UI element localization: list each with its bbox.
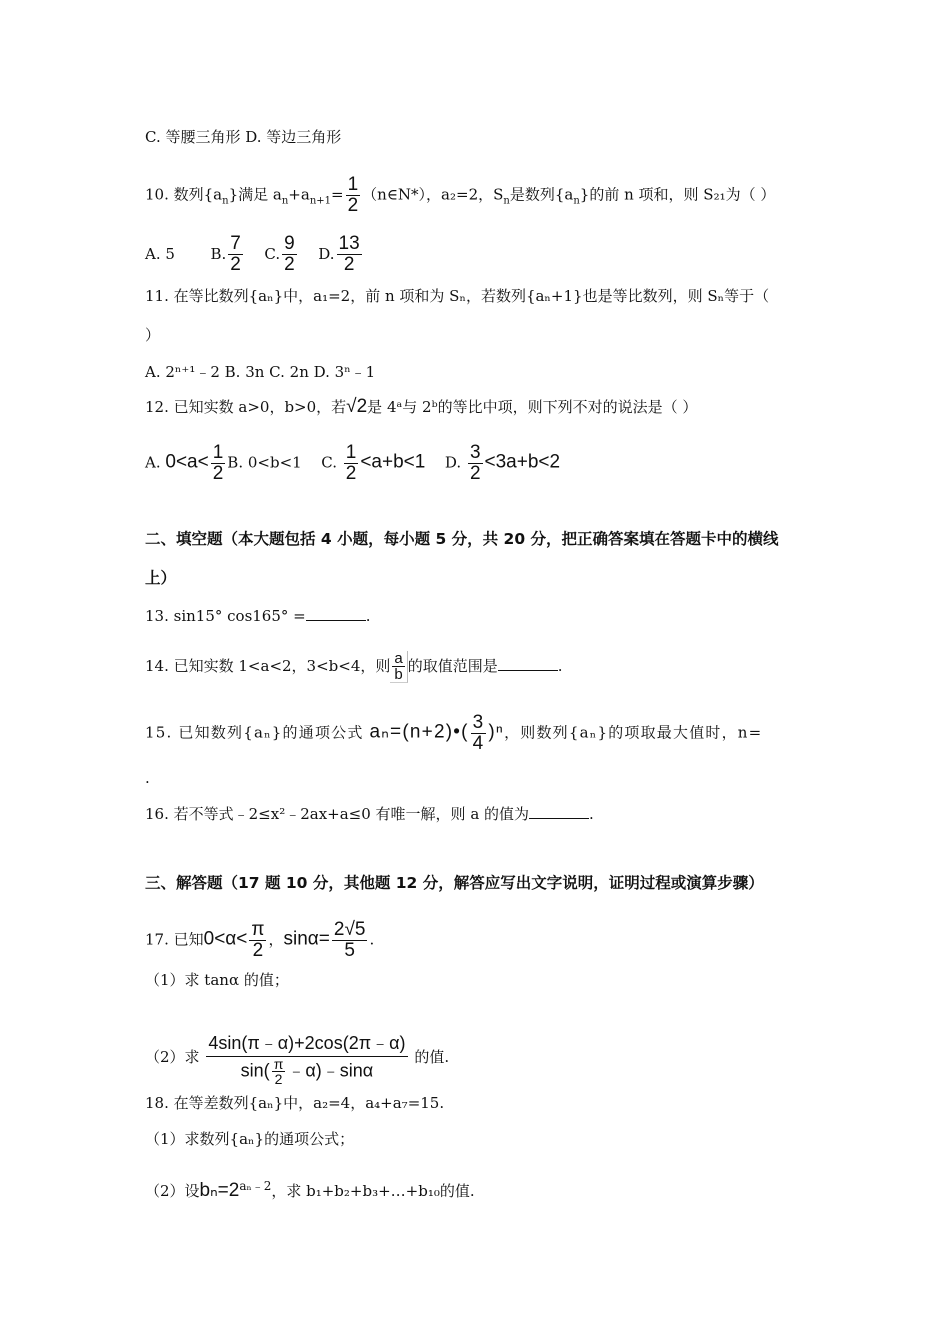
q10-text-a: 10. 数列{a xyxy=(145,185,223,204)
q9-options: C. 等腰三角形 D. 等边三角形 xyxy=(145,128,342,146)
q10-text-e: （n∈N*），a₂=2，S xyxy=(362,185,504,204)
q12-option-d-label: D. xyxy=(444,453,462,472)
q12-option-c-expr: <a+b<1 xyxy=(360,451,426,473)
q10-text-b: }满足 a xyxy=(228,185,282,204)
q17-part-1: （1）求 tanα 的值； xyxy=(145,971,289,989)
q18-exponent: aₙ﹣2 xyxy=(239,1179,272,1193)
question-10: 10. 数列$\{a_n\}$满足 $a_n+a_{n+1}=$ $\frac{1}{2}$ （n∈N*），a₂=2，$S_n$是数列$\{a_n\}$的前 n 项和，则 S₂₁为（ ） xyxy=(145,174,776,216)
q15-text-b: ，则数列{aₙ}的项取最大值时，n= xyxy=(504,723,763,742)
q10-option-d-label: D. xyxy=(318,244,335,263)
q18-part-1: （1）求数列{aₙ}的通项公式； xyxy=(145,1130,355,1148)
q12-option-a-expr: 0<a< xyxy=(165,451,209,473)
q18-part-2-text: （2）设 xyxy=(145,1182,200,1200)
q18-part-2-end: ，求 b₁+b₂+b₃+…+b₁₀的值. xyxy=(271,1182,475,1200)
q10-option-c-label: C. xyxy=(264,244,281,263)
q12-option-d-fraction: $\frac{3}{2}$ xyxy=(469,442,481,484)
q15-expr-b: )ⁿ xyxy=(488,721,505,743)
q15-text: 15. 已知数列{aₙ}的通项公式 xyxy=(145,723,364,742)
question-17 xyxy=(145,920,374,961)
q17-separator: ， xyxy=(268,930,284,949)
q12-text-b: 是 4ᵃ与 2ᵇ的等比中项，则下列不对的说法是（ ） xyxy=(367,398,698,416)
q10-text-d: = xyxy=(331,185,344,204)
q12-option-a-label: A. xyxy=(145,453,161,472)
q10-option-a: A. 5 xyxy=(145,244,175,263)
q17-expr-b: sinα= xyxy=(283,928,330,950)
q10-option-b-fraction: $\frac{7}{2}$ xyxy=(230,233,241,275)
q13-text: 13. sin15° cos165° = xyxy=(145,607,306,625)
q17-part-2-fraction: 4sin(π﹣α)+2cos(2π﹣α) sin( $\frac{\pi}{2}$ ﹣α)﹣sinα xyxy=(206,1030,407,1086)
q17-fraction-b: $\frac{2√5}{5}$ xyxy=(333,919,366,961)
q16-answer-blank xyxy=(529,804,589,819)
section-2-heading-line-2: 上） xyxy=(145,569,177,587)
q17-part-2 xyxy=(145,1030,449,1086)
q17-expr-a: 0<α< xyxy=(203,928,248,950)
q16-end: . xyxy=(589,805,594,823)
q17-fraction-a: $\frac{\pi}{2}$ xyxy=(251,919,265,961)
q16-text: 16. 若不等式﹣2≤x²﹣2ax+a≤0 有唯一解，则 a 的值为 xyxy=(145,805,530,823)
q18-line-1: 18. 在等差数列{aₙ}中，a₂=4，a₄+a₇=15. xyxy=(145,1094,445,1112)
q10-text-c: +a xyxy=(288,185,310,204)
q17-part-2-text: （2）求 xyxy=(145,1048,200,1066)
q10-options xyxy=(145,234,364,275)
q13-answer-blank xyxy=(306,606,366,621)
q10-fraction: $\frac{1}{2}$ xyxy=(347,174,359,216)
q11-line-1: 11. 在等比数列{aₙ}中，a₁=2，前 n 项和为 Sₙ，若数列{aₙ+1}也是等比数列，则 Sₙ等于（ xyxy=(145,287,770,305)
q12-text-a: 12. 已知实数 a>0，b>0，若 xyxy=(145,398,347,416)
q10-option-b-label: B. xyxy=(210,244,227,263)
q12-options xyxy=(145,443,560,484)
q15-fraction: $\frac{3}{4}$ xyxy=(472,712,485,754)
q17-text: 17. 已知 xyxy=(145,930,204,949)
section-2-heading-line-1: 二、填空题（本大题包括 4 小题，每小题 5 分，共 20 分，把正确答案填在答题卡中的横线 xyxy=(145,530,779,548)
question-12 xyxy=(145,397,697,417)
q14-end: . xyxy=(557,657,563,675)
q10-option-c-fraction: $\frac{9}{2}$ xyxy=(284,233,295,275)
q17-part-2-end: 的值. xyxy=(414,1048,450,1066)
q18-part-2 xyxy=(145,1176,475,1201)
q14-text-b: 的取值范围是 xyxy=(407,657,498,675)
q14-text: 14. 已知实数 1<a<2，3<b<4，则 xyxy=(145,657,391,675)
q17-end: . xyxy=(369,930,375,949)
q14-answer-blank xyxy=(498,656,558,671)
q12-sqrt: √2 xyxy=(346,396,368,417)
q12-option-d-expr: <3a+b<2 xyxy=(484,451,561,473)
q13-end: . xyxy=(365,607,371,625)
q10-text-g: }的前 n 项和，则 S₂₁为（ ） xyxy=(579,185,776,204)
q12-option-a-fraction: $\frac{1}{2}$ xyxy=(212,442,224,484)
q12-option-c-label: C. xyxy=(321,453,337,472)
q15-line-2: . xyxy=(145,769,150,787)
q12-option-c-fraction: $\frac{1}{2}$ xyxy=(345,442,357,484)
q14-fraction: $\frac{a}{b}$ xyxy=(394,650,403,683)
question-13 xyxy=(145,606,371,626)
question-16 xyxy=(145,804,594,824)
question-14 xyxy=(145,651,563,683)
q11-line-2: ） xyxy=(145,326,161,344)
q12-option-b: B. 0<b<1 xyxy=(227,453,302,472)
q11-options: A. 2ⁿ⁺¹﹣2 B. 3n C. 2n D. 3ⁿ﹣1 xyxy=(145,363,376,381)
question-15 xyxy=(145,713,762,754)
q10-text-f: 是数列{a xyxy=(509,185,574,204)
q15-expr-a: aₙ=(n+2)•( xyxy=(369,721,469,743)
section-3-heading: 三、解答题（17 题 10 分，其他题 12 分，解答应写出文字说明，证明过程或演算步骤） xyxy=(145,874,764,892)
q10-option-d-fraction: $\frac{13}{2}$ xyxy=(338,233,360,275)
q18-expr: bₙ=2 xyxy=(199,1180,240,1201)
